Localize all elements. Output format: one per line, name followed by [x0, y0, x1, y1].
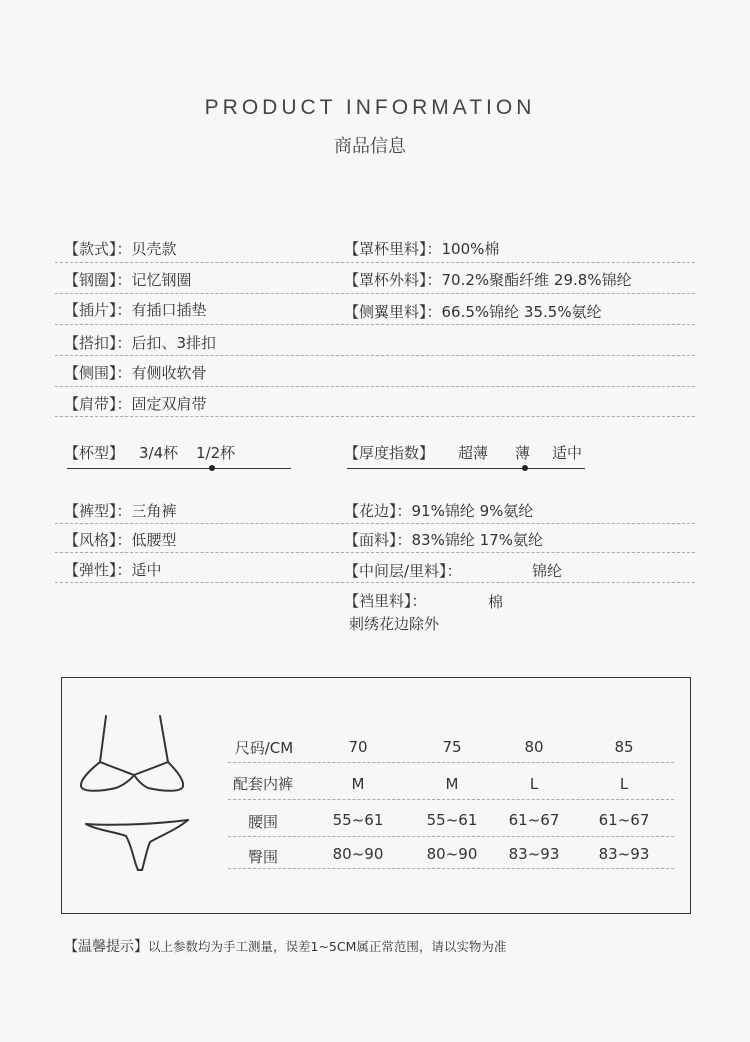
divider — [55, 293, 695, 294]
bra-brief-illustration-icon — [76, 712, 196, 877]
hip-cell: 80~90 — [332, 845, 384, 863]
divider — [55, 416, 695, 417]
waist-cell: 61~67 — [598, 811, 650, 829]
notice-text: 以上参数均为手工测量，误差1~5CM属正常范围，请以实物为准 — [148, 939, 507, 954]
size-cell: 80 — [524, 738, 544, 756]
thickness-scale — [347, 468, 585, 469]
size-row-header: 尺码/CM — [234, 739, 294, 757]
cup-type-option-1-2: 1/2杯 — [196, 444, 236, 462]
spec-cup-outer: 【罩杯外料】：70.2%聚酯纤维 29.8%锦纶 — [344, 271, 632, 289]
spec-lace: 【花边】：91%锦纶 9%氨纶 — [344, 502, 534, 520]
spec-clasp: 【搭扣】：后扣、3排扣 — [64, 334, 217, 352]
notice-label: 【温馨提示】 — [64, 939, 148, 955]
waist-row-header: 腰围 — [247, 813, 278, 831]
brief-cell: L — [529, 775, 539, 793]
spec-crotch-lining-value: 棉 — [488, 593, 504, 611]
hip-cell: 80~90 — [426, 845, 478, 863]
divider — [55, 582, 695, 583]
spec-crotch-lining: 【裆里料】： — [344, 592, 427, 610]
brief-cell: M — [445, 775, 459, 793]
spec-underwire: 【钢圈】：记忆钢圈 — [64, 271, 192, 289]
waist-cell: 55~61 — [426, 811, 478, 829]
hip-row-header: 臀围 — [247, 848, 278, 866]
spec-middle-lining-value: 锦纶 — [532, 562, 563, 580]
spec-fabric: 【面料】：83%锦纶 17%氨纶 — [344, 531, 543, 549]
divider — [55, 523, 695, 524]
spec-style: 【款式】：贝壳款 — [64, 240, 177, 258]
thickness-label: 【厚度指数】 — [344, 444, 435, 462]
title-en: PRODUCT INFORMATION — [204, 96, 536, 119]
cup-type-scale — [67, 468, 291, 469]
divider — [55, 552, 695, 553]
cup-type-marker — [209, 465, 215, 471]
table-divider — [228, 799, 674, 800]
brief-cell: L — [619, 775, 629, 793]
spec-strap: 【肩带】：固定双肩带 — [64, 395, 207, 413]
table-divider — [228, 868, 674, 869]
spec-brief-style: 【风格】：低腰型 — [64, 531, 177, 549]
hip-cell: 83~93 — [598, 845, 650, 863]
table-divider — [228, 836, 674, 837]
divider — [55, 386, 695, 387]
hip-cell: 83~93 — [508, 845, 560, 863]
thickness-marker — [522, 465, 528, 471]
size-cell: 75 — [442, 738, 462, 756]
size-cell: 85 — [614, 738, 634, 756]
divider — [55, 355, 695, 356]
divider — [55, 324, 695, 325]
waist-cell: 55~61 — [332, 811, 384, 829]
spec-brief-type: 【裤型】：三角裤 — [64, 502, 177, 520]
spec-side: 【侧围】：有侧收软骨 — [64, 364, 207, 382]
cup-type-option-3-4: 3/4杯 — [139, 444, 179, 462]
spec-insert: 【插片】：有插口插垫 — [64, 301, 207, 319]
waist-cell: 61~67 — [508, 811, 560, 829]
spec-elasticity: 【弹性】：适中 — [64, 561, 162, 579]
brief-cell: M — [351, 775, 365, 793]
cup-type-label: 【杯型】 — [64, 444, 125, 462]
divider — [55, 262, 695, 263]
title-cn: 商品信息 — [334, 136, 406, 157]
brief-row-header: 配套内裤 — [232, 775, 293, 793]
table-divider — [228, 762, 674, 763]
thickness-option-ultra-thin: 超薄 — [458, 444, 489, 462]
size-cell: 70 — [348, 738, 368, 756]
spec-cup-lining: 【罩杯里料】：100%棉 — [344, 240, 500, 258]
spec-wing-lining: 【侧翼里料】：66.5%锦纶 35.5%氨纶 — [344, 303, 602, 321]
notice — [64, 936, 506, 956]
thickness-option-medium: 适中 — [552, 444, 583, 462]
spec-middle-lining: 【中间层/里料】： — [344, 562, 462, 580]
thickness-option-thin: 薄 — [515, 444, 531, 462]
crotch-note: 刺绣花边除外 — [349, 615, 440, 633]
